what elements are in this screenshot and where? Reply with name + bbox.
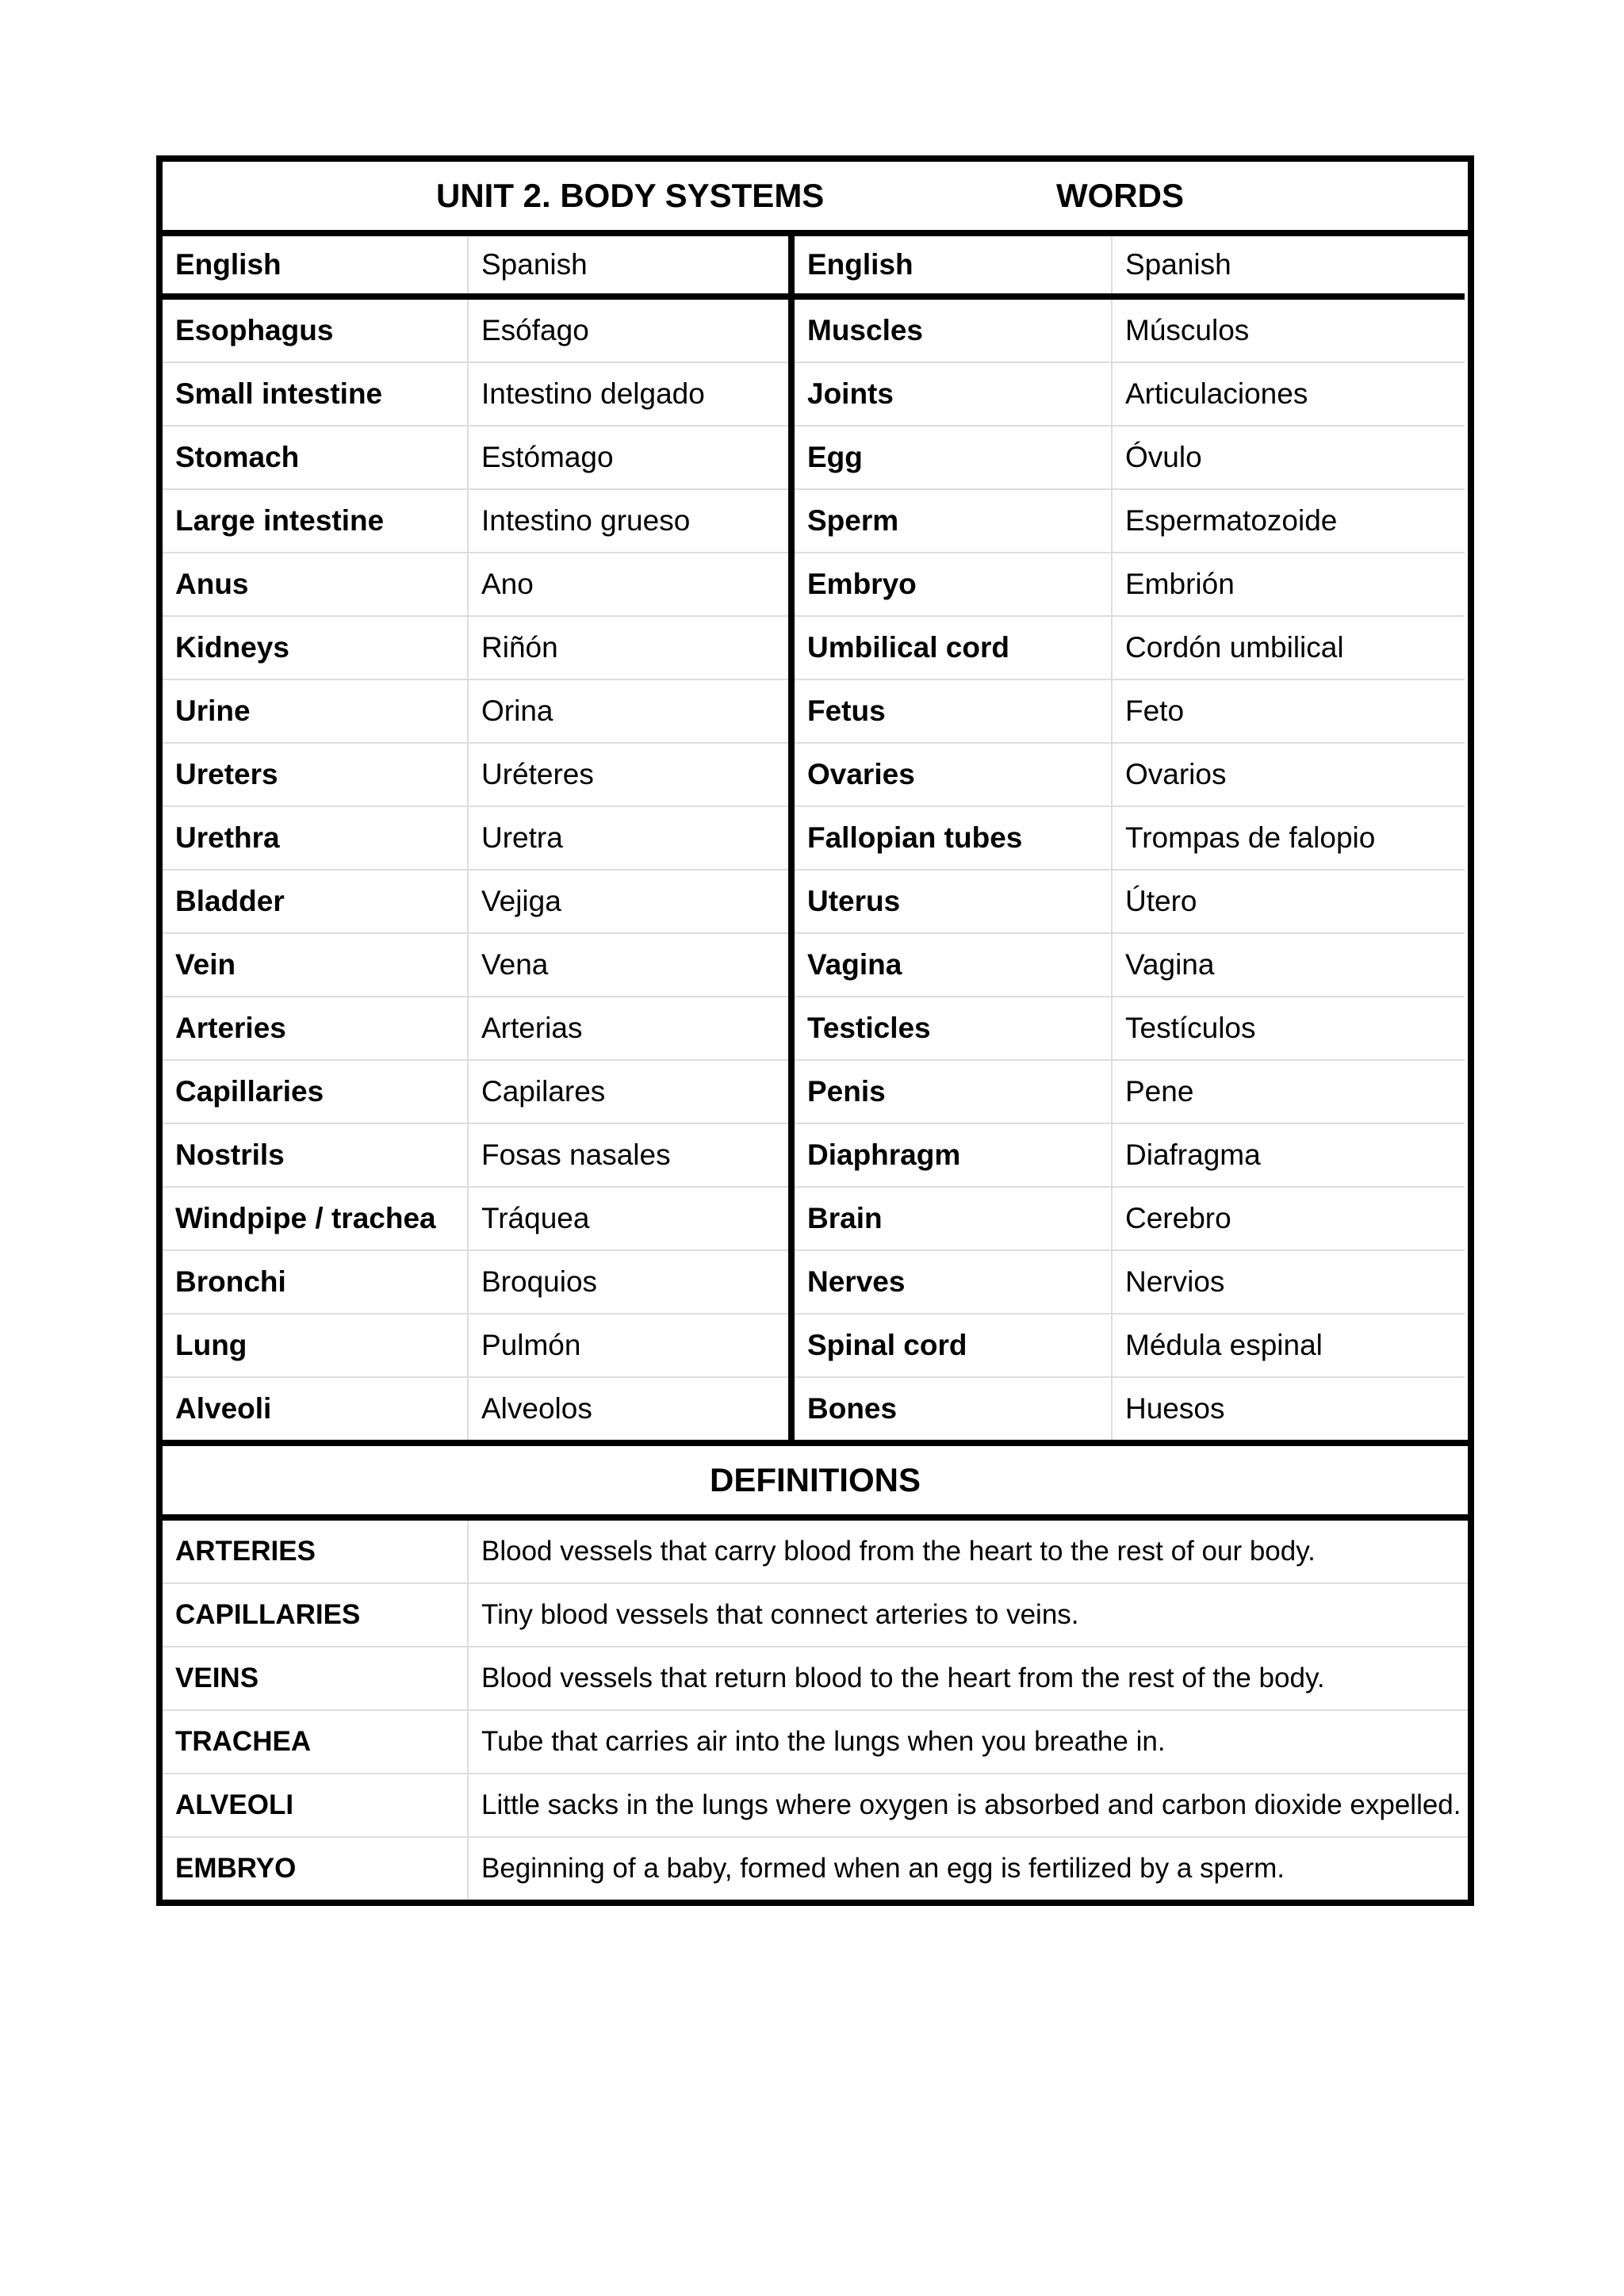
table-row: [795, 679, 1465, 743]
english-term: Egg: [795, 426, 1112, 489]
spanish-term: Pene: [1112, 1060, 1465, 1123]
english-term: Alveoli: [175, 1392, 272, 1425]
spanish-term: Ovarios: [1112, 743, 1465, 806]
english-term: Sperm: [795, 489, 1112, 553]
english-term: Joints: [795, 362, 1112, 426]
table-row: [163, 1521, 1468, 1583]
spanish-term: Diafragma: [1112, 1123, 1465, 1187]
spanish-term: Estómago: [468, 426, 791, 489]
spanish-term: Arterias: [468, 997, 791, 1060]
section-title-words: WORDS: [1056, 177, 1184, 214]
table-row: [795, 426, 1465, 489]
spanish-term: Trompas de falopio: [1112, 806, 1465, 870]
spanish-term: Vejiga: [468, 870, 791, 933]
spanish-term: Riñón: [468, 616, 791, 679]
spanish-term: Vagina: [1112, 933, 1465, 997]
table-row: [163, 1710, 1468, 1774]
english-term: Lung: [163, 1314, 468, 1377]
spanish-term: Óvulo: [1112, 426, 1465, 489]
table-row: [795, 297, 1465, 362]
table-row: [163, 489, 791, 553]
table-row: [795, 933, 1465, 997]
table-row: [163, 553, 791, 616]
table-row: [163, 426, 791, 489]
spanish-term: Uretra: [468, 806, 791, 870]
english-term: Brain: [795, 1187, 1112, 1250]
english-term: Capillaries: [163, 1060, 468, 1123]
definition-term: EMBRYO: [175, 1853, 297, 1884]
table-row: [163, 1377, 791, 1440]
definition-term: VEINS: [163, 1647, 468, 1710]
spanish-term: Broquios: [468, 1250, 791, 1314]
english-term: Vein: [163, 933, 468, 997]
spanish-term: Intestino delgado: [468, 362, 791, 426]
table-row: [795, 553, 1465, 616]
english-term: Kidneys: [163, 616, 468, 679]
table-row: [163, 616, 791, 679]
english-term: Stomach: [163, 426, 468, 489]
table-row: [795, 489, 1465, 553]
column-header-english: English: [795, 236, 1112, 297]
table-row: [163, 1774, 1468, 1837]
english-term: Uterus: [795, 870, 1112, 933]
table-row: [163, 743, 791, 806]
spanish-term: Útero: [1112, 870, 1465, 933]
table-row: [795, 743, 1465, 806]
words-table-right: [795, 236, 1465, 1440]
spanish-term: Capilares: [468, 1060, 791, 1123]
table-row: [163, 1187, 791, 1250]
definitions-table: [163, 1521, 1468, 1900]
english-term: Urethra: [163, 806, 468, 870]
english-term: Embryo: [795, 553, 1112, 616]
english-term: Large intestine: [163, 489, 468, 553]
spanish-term: Feto: [1112, 679, 1465, 743]
spanish-term: Cerebro: [1112, 1187, 1465, 1250]
spanish-term: Testículos: [1112, 997, 1465, 1060]
spanish-term: Cordón umbilical: [1112, 616, 1465, 679]
table-row: [795, 1377, 1465, 1440]
spanish-term: Embrión: [1112, 553, 1465, 616]
spanish-term: Orina: [468, 679, 791, 743]
definition-text: Tiny blood vessels that connect arteries to veins.: [468, 1583, 1468, 1647]
definition-text: Tube that carries air into the lungs when you breathe in.: [468, 1710, 1468, 1774]
english-term: Spinal cord: [795, 1314, 1112, 1377]
definition-term: TRACHEA: [163, 1710, 468, 1774]
table-row: [163, 1647, 1468, 1710]
english-term: Esophagus: [163, 297, 468, 362]
spanish-term: Fosas nasales: [468, 1123, 791, 1187]
definition-term: ALVEOLI: [163, 1774, 468, 1837]
english-term: Fetus: [795, 679, 1112, 743]
definition-text: Little sacks in the lungs where oxygen is absorbed and carbon dioxide expelled.: [468, 1774, 1468, 1837]
spanish-term: Esófago: [468, 297, 791, 362]
words-table-left: [163, 236, 795, 1440]
table-row: [795, 997, 1465, 1060]
english-term: Umbilical cord: [795, 616, 1112, 679]
table-row: [795, 1123, 1465, 1187]
english-term: Testicles: [795, 997, 1112, 1060]
spanish-term: Intestino grueso: [468, 489, 791, 553]
words-header-row: [795, 236, 1465, 297]
english-term: Arteries: [163, 997, 468, 1060]
column-header-spanish: Spanish: [1112, 236, 1465, 297]
spanish-term: Ano: [468, 553, 791, 616]
column-header-spanish: Spanish: [468, 236, 791, 297]
spanish-term: Pulmón: [468, 1314, 791, 1377]
table-row: [795, 806, 1465, 870]
words-section: [163, 236, 1468, 1446]
words-header-row: [163, 236, 791, 297]
definition-term: CAPILLARIES: [163, 1583, 468, 1647]
spanish-term: Alveolos: [468, 1377, 791, 1440]
title-row: [163, 162, 1468, 236]
english-term: Vagina: [795, 933, 1112, 997]
definitions-title: DEFINITIONS: [163, 1446, 1468, 1521]
table-row: [795, 1250, 1465, 1314]
table-row: [163, 933, 791, 997]
english-term: Diaphragm: [795, 1123, 1112, 1187]
table-row: [163, 1060, 791, 1123]
spanish-term: Médula espinal: [1112, 1314, 1465, 1377]
spanish-term: Huesos: [1112, 1377, 1465, 1440]
definition-text: Beginning of a baby, formed when an egg is fertilized by a sperm.: [468, 1837, 1468, 1900]
spanish-term: Nervios: [1112, 1250, 1465, 1314]
english-term: Urine: [163, 679, 468, 743]
table-row: [795, 870, 1465, 933]
definition-text: Blood vessels that return blood to the heart from the rest of the body.: [468, 1647, 1468, 1710]
spanish-term: Articulaciones: [1112, 362, 1465, 426]
definition-text: Blood vessels that carry blood from the heart to the rest of our body.: [468, 1521, 1468, 1583]
table-row: [163, 1583, 1468, 1647]
table-row: [163, 997, 791, 1060]
table-row: [795, 1060, 1465, 1123]
table-row: [163, 362, 791, 426]
table-row: [163, 1123, 791, 1187]
table-row: [163, 806, 791, 870]
english-term: Bones: [807, 1392, 898, 1425]
table-row: [795, 616, 1465, 679]
english-term: Bladder: [163, 870, 468, 933]
table-row: [795, 1314, 1465, 1377]
english-term: Nostrils: [163, 1123, 468, 1187]
table-row: [795, 362, 1465, 426]
definition-term: ARTERIES: [163, 1521, 468, 1583]
english-term: Fallopian tubes: [795, 806, 1112, 870]
english-term: Nerves: [795, 1250, 1112, 1314]
table-row: [163, 297, 791, 362]
table-row: [163, 1837, 1468, 1900]
spanish-term: Uréteres: [468, 743, 791, 806]
english-term: Bronchi: [163, 1250, 468, 1314]
table-row: [163, 1250, 791, 1314]
table-row: [163, 1314, 791, 1377]
table-row: [163, 679, 791, 743]
english-term: Windpipe / trachea: [163, 1187, 468, 1250]
english-term: Muscles: [795, 297, 1112, 362]
spanish-term: Tráquea: [468, 1187, 791, 1250]
english-term: Small intestine: [163, 362, 468, 426]
vocabulary-sheet: [156, 155, 1474, 1906]
table-row: [163, 870, 791, 933]
spanish-term: Espermatozoide: [1112, 489, 1465, 553]
spanish-term: Vena: [468, 933, 791, 997]
spanish-term: Músculos: [1112, 297, 1465, 362]
column-header-english: English: [163, 236, 468, 297]
table-row: [795, 1187, 1465, 1250]
page-title: UNIT 2. BODY SYSTEMS: [436, 177, 825, 214]
english-term: Penis: [795, 1060, 1112, 1123]
english-term: Anus: [163, 553, 468, 616]
english-term: Ureters: [163, 743, 468, 806]
english-term: Ovaries: [795, 743, 1112, 806]
